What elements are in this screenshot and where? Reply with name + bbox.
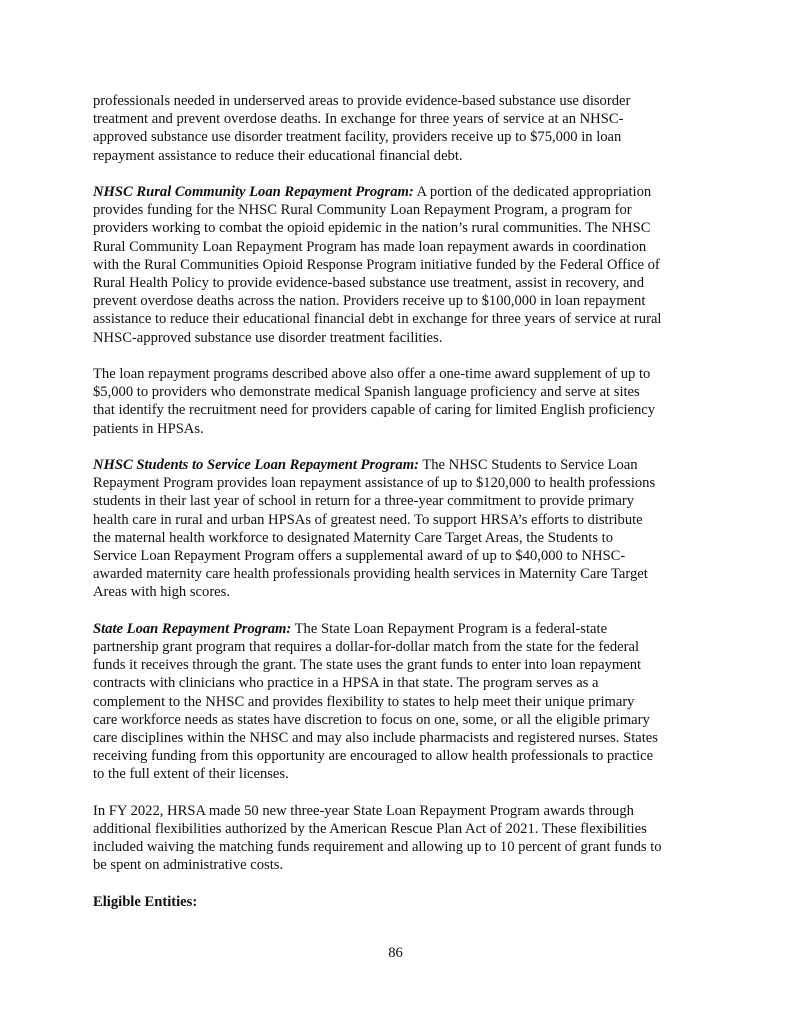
text-line: provides funding for the NHSC Rural Community Loan Repayment Program, a program for <box>93 202 632 219</box>
document-body <box>93 92 705 911</box>
text-line: care workforce needs as states have discretion to focus on one, some, or all the eligible primary <box>93 711 650 728</box>
text-line: Rural Health Policy to provide evidence-based substance use treatment, assist in recovery, and <box>93 275 645 292</box>
text-line: Areas with high scores. <box>93 584 230 601</box>
paragraph-rural-community <box>93 183 705 347</box>
text-line: care disciplines within the NHSC and may also include pharmacists and registered nurses. States <box>93 730 658 747</box>
text-line: prevent overdose deaths across the nation. Providers receive up to $100,000 in loan repayment <box>93 293 646 310</box>
text-line: awarded maternity care health professionals providing health services in Maternity Care Target <box>93 566 648 583</box>
text-line: contracts with clinicians who practice in a HPSA in that state. The program serves as a <box>93 675 599 692</box>
text-line: Rural Community Loan Repayment Program has made loan repayment awards in coordination <box>93 238 647 255</box>
text-line-first <box>93 456 705 474</box>
text-line: complement to the NHSC and provides flexibility to states to help meet their unique primary <box>93 693 635 710</box>
paragraph-lead-heading: NHSC Rural Community Loan Repayment Program: <box>93 184 414 200</box>
text-line-remainder: The State Loan Repayment Program is a federal-state <box>291 620 608 637</box>
text-line: Service Loan Repayment Program offers a supplemental award of up to $40,000 to NHSC- <box>93 548 626 565</box>
text-line: assistance to reduce their educational financial debt in exchange for three years of service at rural <box>93 311 662 328</box>
text-line: be spent on administrative costs. <box>93 857 284 874</box>
paragraph-students-to-service <box>93 456 705 602</box>
text-line-remainder: The NHSC Students to Service Loan <box>418 457 638 474</box>
paragraph-fy2022-awards <box>93 802 705 875</box>
text-line: that identify the recruitment need for providers capable of caring for limited English proficiency <box>93 402 656 419</box>
text-line: In FY 2022, HRSA made 50 new three-year State Loan Repayment Program awards through <box>93 802 634 819</box>
text-line-first <box>93 183 705 201</box>
paragraph-spanish-supplement <box>93 365 705 438</box>
text-line: Repayment Program provides loan repayment assistance of up to $120,000 to health professions <box>93 475 656 492</box>
text-line: to the full extent of their licenses. <box>93 766 289 783</box>
text-line: The loan repayment programs described above also offer a one-time award supplement of up to <box>93 366 651 383</box>
text-line: receiving funding from this opportunity are encouraged to allow health professionals to practice <box>93 748 654 765</box>
text-line-remainder: A portion of the dedicated appropriation <box>413 184 652 200</box>
text-line: the maternal health workforce to designated Maternity Care Target Areas, the Students to <box>93 529 614 546</box>
text-line: additional flexibilities authorized by the American Rescue Plan Act of 2021. These flexibilities <box>93 821 647 838</box>
text-line-first <box>93 620 705 638</box>
text-line: repayment assistance to reduce their educational financial debt. <box>93 147 463 164</box>
page-number: 86 <box>388 945 403 961</box>
text-line: partnership grant program that requires a dollar-for-dollar match from the state for the federal <box>93 639 640 656</box>
text-line: patients in HPSAs. <box>93 420 204 437</box>
section-heading-eligible-entities: Eligible Entities: <box>93 893 198 910</box>
text-line: with the Rural Communities Opioid Response Program initiative funded by the Federal Office of <box>93 256 660 273</box>
text-line: approved substance use disorder treatment facility, providers receive up to $75,000 in loan <box>93 129 622 146</box>
paragraph-lead-heading: NHSC Students to Service Loan Repayment Program: <box>93 457 419 474</box>
text-line: students in their last year of school in return for a three-year commitment to provide primary <box>93 493 635 510</box>
paragraph-nhsc-sud-continuation <box>93 92 705 165</box>
paragraph-lead-heading: State Loan Repayment Program: <box>93 620 292 637</box>
paragraph-state-loan-repayment <box>93 620 705 784</box>
text-line: NHSC-approved substance use disorder treatment facilities. <box>93 329 443 346</box>
text-line: funds it receives through the grant. The state uses the grant funds to enter into loan repayment <box>93 657 642 674</box>
text-line: providers working to combat the opioid epidemic in the nation’s rural communities. The NHSC <box>93 220 651 237</box>
text-line: health care in rural and urban HPSAs of greatest need. To support HRSA’s efforts to distribute <box>93 511 643 528</box>
text-line: $5,000 to providers who demonstrate medical Spanish language proficiency and serve at sites <box>93 384 640 401</box>
text-line: professionals needed in underserved areas to provide evidence-based substance use disorder <box>93 93 631 109</box>
text-line: included waiving the matching funds requirement and allowing up to 10 percent of grant funds to <box>93 839 662 856</box>
text-line: treatment and prevent overdose deaths. In exchange for three years of service at an NHSC- <box>93 111 624 128</box>
